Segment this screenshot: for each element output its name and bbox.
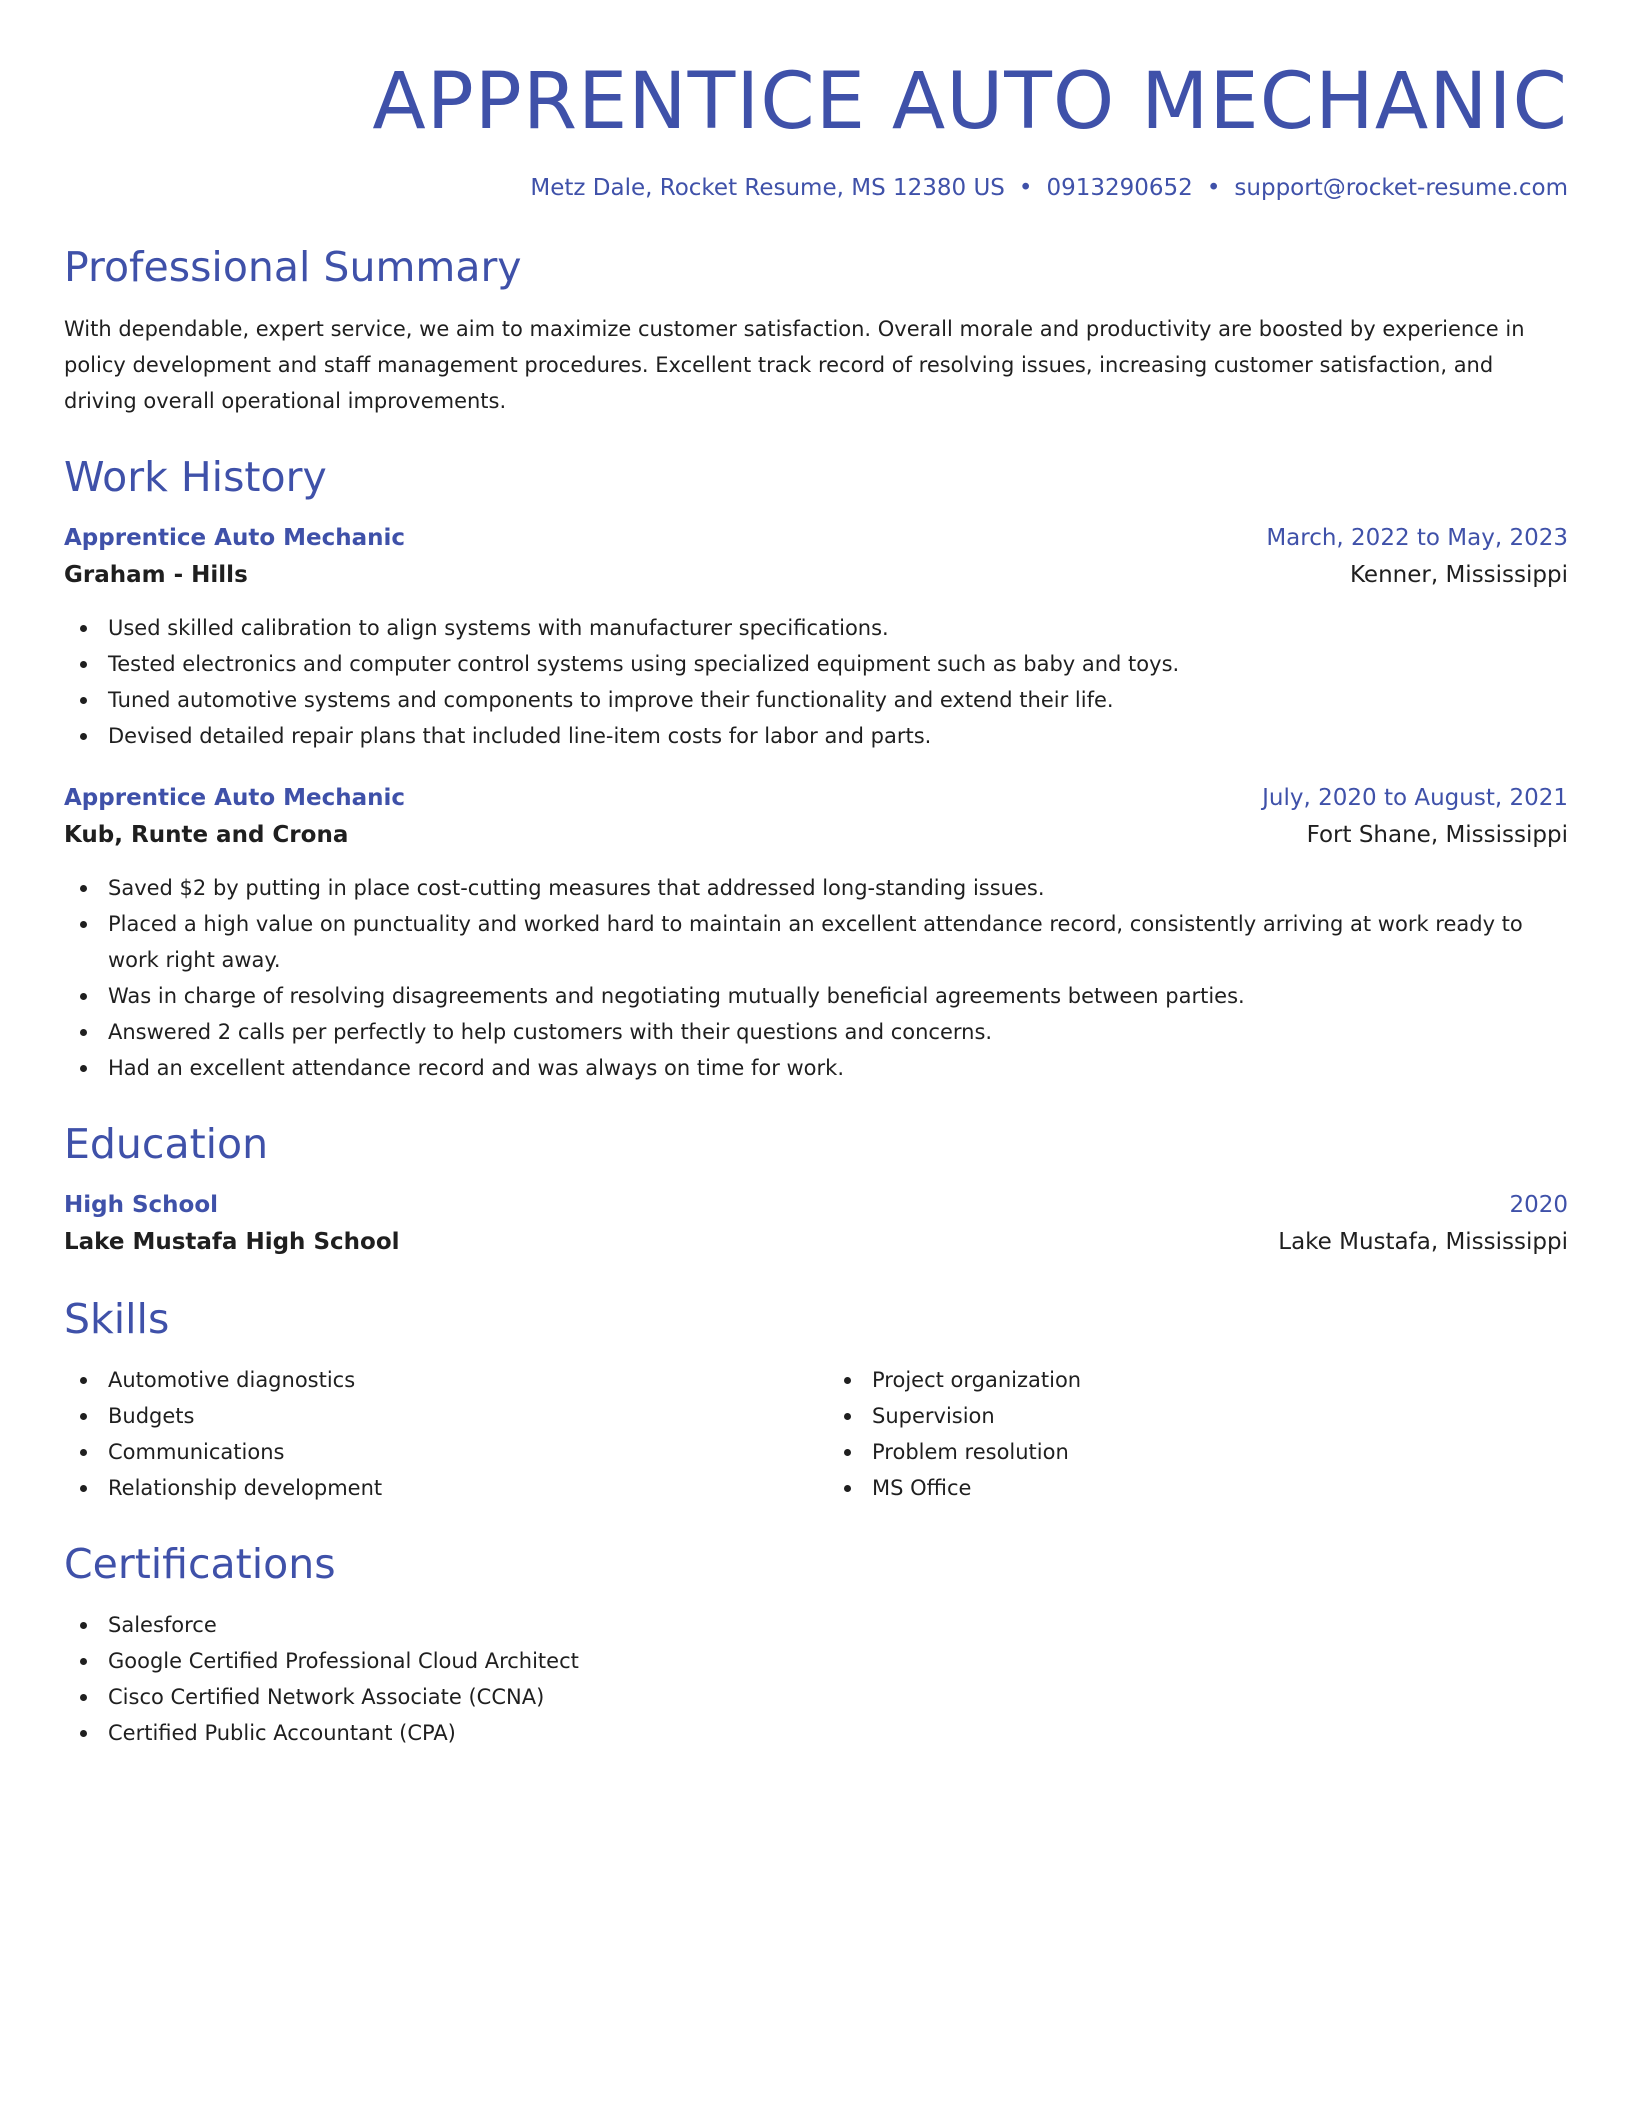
skills-list-left (64, 1362, 816, 1506)
contact-email: support@rocket-resume.com (1234, 174, 1568, 201)
education-header-row (64, 1187, 1568, 1223)
contact-phone: 0913290652 (1046, 174, 1193, 201)
job-bullet: Saved $2 by putting in place cost-cutting measures that addressed long-standing issues. (64, 870, 1568, 906)
job-bullet: Tested electronics and computer control systems using specialized equipment such as baby and toys. (64, 646, 1568, 682)
section-title-skills: Skills (64, 1295, 170, 1344)
skills-section (64, 1295, 1568, 1506)
education-degree: High School (64, 1192, 219, 1219)
certification-item: Cisco Certified Network Associate (CCNA) (64, 1679, 1568, 1715)
job-company-row (64, 556, 1568, 594)
job-bullet-list (64, 610, 1568, 754)
contact-line (64, 174, 1568, 204)
section-title-certifications: Certifications (64, 1540, 336, 1589)
contact-separator: • (1206, 174, 1221, 201)
job-entry (64, 520, 1568, 754)
skill-item: MS Office (828, 1470, 1568, 1506)
job-bullet: Was in charge of resolving disagreements and negotiating mutually beneficial agreements between parties. (64, 978, 1568, 1014)
job-header-row (64, 520, 1568, 556)
skill-item: Communications (64, 1434, 816, 1470)
section-title-work-history: Work History (64, 452, 327, 501)
job-company-row (64, 816, 1568, 854)
job-bullet: Placed a high value on punctuality and worked hard to maintain an excellent attendance record, consistently arriving at work ready to work right away. (64, 906, 1568, 978)
certification-item: Certified Public Accountant (CPA) (64, 1715, 1568, 1751)
job-role: Apprentice Auto Mechanic (64, 524, 406, 551)
certifications-section (64, 1540, 1568, 1751)
job-bullet: Used skilled calibration to align systems with manufacturer specifications. (64, 610, 1568, 646)
contact-address: Metz Dale, Rocket Resume, MS 12380 US (530, 174, 1005, 201)
skills-grid (64, 1362, 1568, 1506)
education-section (64, 1120, 1568, 1261)
skill-item: Budgets (64, 1398, 816, 1434)
certifications-list (64, 1607, 1568, 1751)
education-entry (64, 1187, 1568, 1261)
job-dates: July, 2020 to August, 2021 (1262, 784, 1568, 811)
section-title-summary: Professional Summary (64, 243, 522, 292)
skill-item: Automotive diagnostics (64, 1362, 816, 1398)
job-company: Graham - Hills (64, 561, 248, 588)
job-bullet-list (64, 870, 1568, 1086)
job-location: Kenner, Mississippi (1349, 561, 1568, 588)
certification-item: Salesforce (64, 1607, 1568, 1643)
job-location: Fort Shane, Mississippi (1306, 821, 1568, 848)
education-school: Lake Mustafa High School (64, 1229, 400, 1256)
job-dates: March, 2022 to May, 2023 (1266, 524, 1568, 551)
job-bullet: Had an excellent attendance record and was always on time for work. (64, 1050, 1568, 1086)
section-title-education: Education (64, 1119, 269, 1168)
skill-item: Problem resolution (828, 1434, 1568, 1470)
certification-item: Google Certified Professional Cloud Architect (64, 1643, 1568, 1679)
education-year: 2020 (1509, 1192, 1568, 1219)
skill-item: Supervision (828, 1398, 1568, 1434)
job-role: Apprentice Auto Mechanic (64, 784, 406, 811)
education-school-row (64, 1223, 1568, 1261)
candidate-title: APPRENTICE AUTO MECHANIC (372, 57, 1568, 147)
contact-separator: • (1018, 174, 1033, 201)
job-bullet: Tuned automotive systems and components to improve their functionality and extend their life. (64, 682, 1568, 718)
job-header-row (64, 780, 1568, 816)
job-entry (64, 780, 1568, 1086)
job-bullet: Devised detailed repair plans that included line-item costs for labor and parts. (64, 718, 1568, 754)
skill-item: Project organization (828, 1362, 1568, 1398)
skills-list-right (816, 1362, 1568, 1506)
work-history-section (64, 453, 1568, 1086)
job-company: Kub, Runte and Crona (64, 821, 349, 848)
skill-item: Relationship development (64, 1470, 816, 1506)
resume-header (64, 56, 1568, 203)
summary-text: With dependable, expert service, we aim to maximize customer satisfaction. Overall morale and productivity are boosted by experience in policy development and staff management procedures. Excellent track record of resolving issues, increasing customer satisfaction, and driving overall operational improvements. (64, 316, 1525, 413)
job-bullet: Answered 2 calls per perfectly to help customers with their questions and concerns. (64, 1014, 1568, 1050)
professional-summary-section (64, 243, 1568, 418)
education-location: Lake Mustafa, Mississippi (1278, 1229, 1568, 1256)
